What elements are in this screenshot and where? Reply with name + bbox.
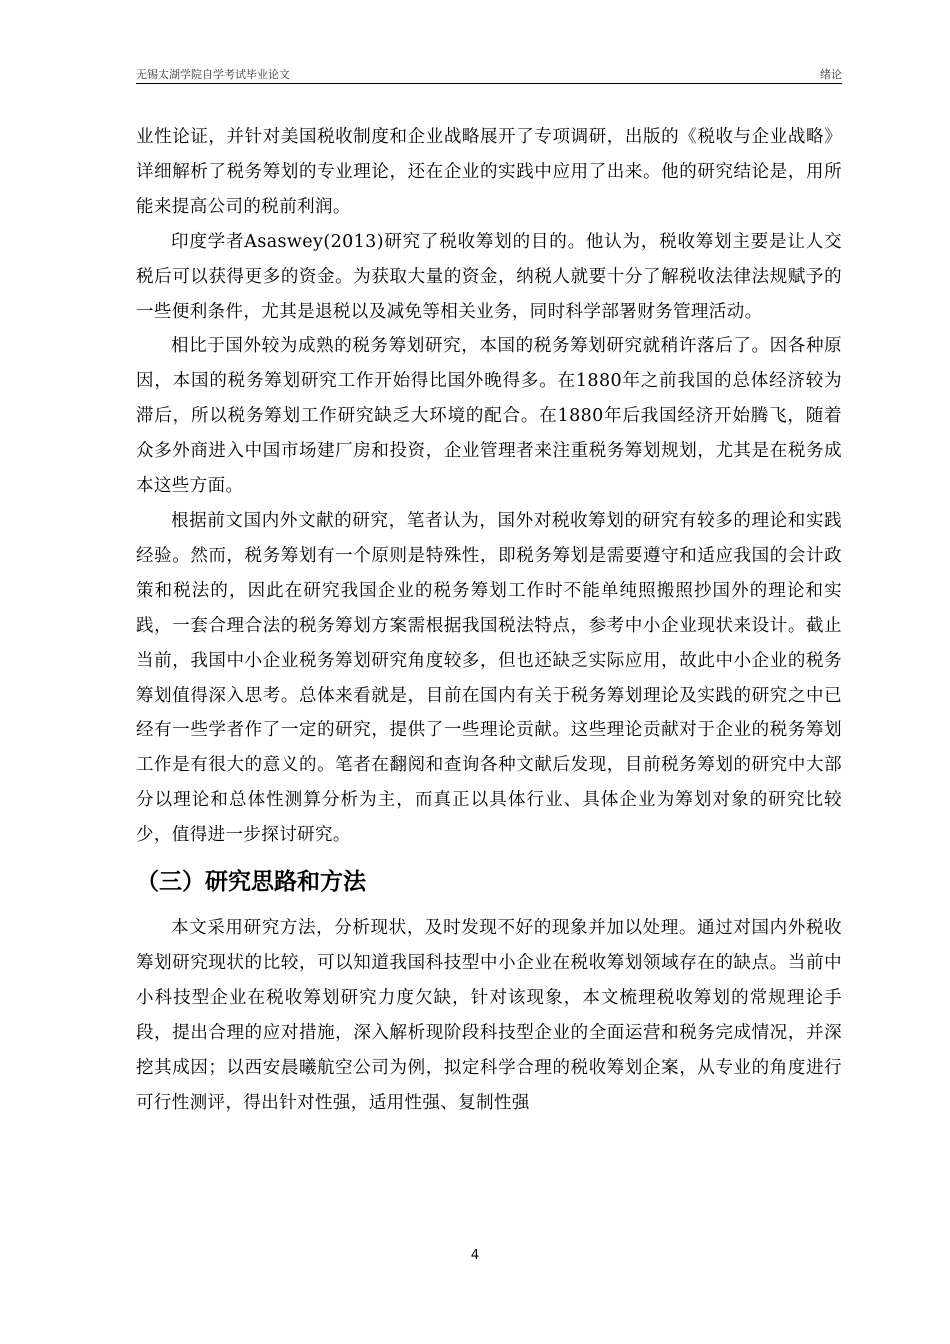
header-thesis-title: 无锡太湖学院自学考试毕业论文 [136,68,290,81]
paragraph-asaswey: 印度学者Asaswey(2013)研究了税收筹划的目的。他认为，税收筹划主要是让人交税后可以获得更多的资金。为获取大量的资金，纳税人就要十分了解税收法律法规赋予的一些便利条件，尤其是退税以及减免等相关业务，同时科学部署财务管理活动。 [136,231,842,322]
paragraph-literature-summary: 根据前文国内外文献的研究，笔者认为，国外对税收筹划的研究有较多的理论和实践经验。然而，税务筹划有一个原则是特殊性，即税务筹划是需要遵守和适应我国的会计政策和税法的，因此在研究我国企业的税务筹划工作时不能单纯照搬照抄国外的理论和实践，一套合理合法的税务筹划方案需根据我国税法特点，参考中小企业现状来设计。截止当前，我国中小企业税务筹划研究角度较多，但也还缺乏实际应用，故此中小企业的税务筹划值得深入思考。总体来看就是，目前在国内有关于税务筹划理论及实践的研究之中已经有一些学者作了一定的研究，提供了一些理论贡献。这些理论贡献对于企业的税务筹划工作是有很大的意义的。笔者在翻阅和查询各种文献后发现，目前税务筹划的研究中大部分以理论和总体性测算分析为主，而真正以具体行业、具体企业为筹划对象的研究比较少，值得进一步探讨研究。 [136,510,842,846]
page-number: 4 [470,1248,480,1263]
header-divider [136,83,842,84]
section-heading: （三）研究思路和方法 [136,869,366,896]
running-header [136,66,842,82]
paragraph-domestic-research: 相比于国外较为成熟的税务筹划研究，本国的税务筹划研究就稍许落后了。因各种原因，本国的税务筹划研究工作开始得比国外晚得多。在1880年之前我国的总体经济较为滞后，所以税务筹划工作研究缺乏大环境的配合。在1880年后我国经济开始腾飞，随着众多外商进入中国市场建厂房和投资，企业管理者来注重税务筹划规划，尤其是在税务成本这些方面。 [136,336,842,497]
header-chapter-title: 绪论 [820,68,842,81]
page-body [136,120,842,1120]
paragraph-research-methods: 本文采用研究方法，分析现状，及时发现不好的现象并加以处理。通过对国内外税收筹划研究现状的比较，可以知道我国科技型中小企业在税收筹划领域存在的缺点。当前中小科技型企业在税收筹划研究力度欠缺，针对该现象，本文梳理税收筹划的常规理论手段，提出合理的应对措施，深入解析现阶段科技型企业的全面运营和税务完成情况，并深挖其成因；以西安晨曦航空公司为例，拟定科学合理的税收筹划企案，从专业的角度进行可行性测评，得出针对性强，适用性强、复制性强 [136,918,842,1113]
paragraph-continuation: 业性论证，并针对美国税收制度和企业战略展开了专项调研，出版的《税收与企业战略》详细解析了税务筹划的专业理论，还在企业的实践中应用了出来。他的研究结论是，用所能来提高公司的税前利润。 [136,127,842,217]
